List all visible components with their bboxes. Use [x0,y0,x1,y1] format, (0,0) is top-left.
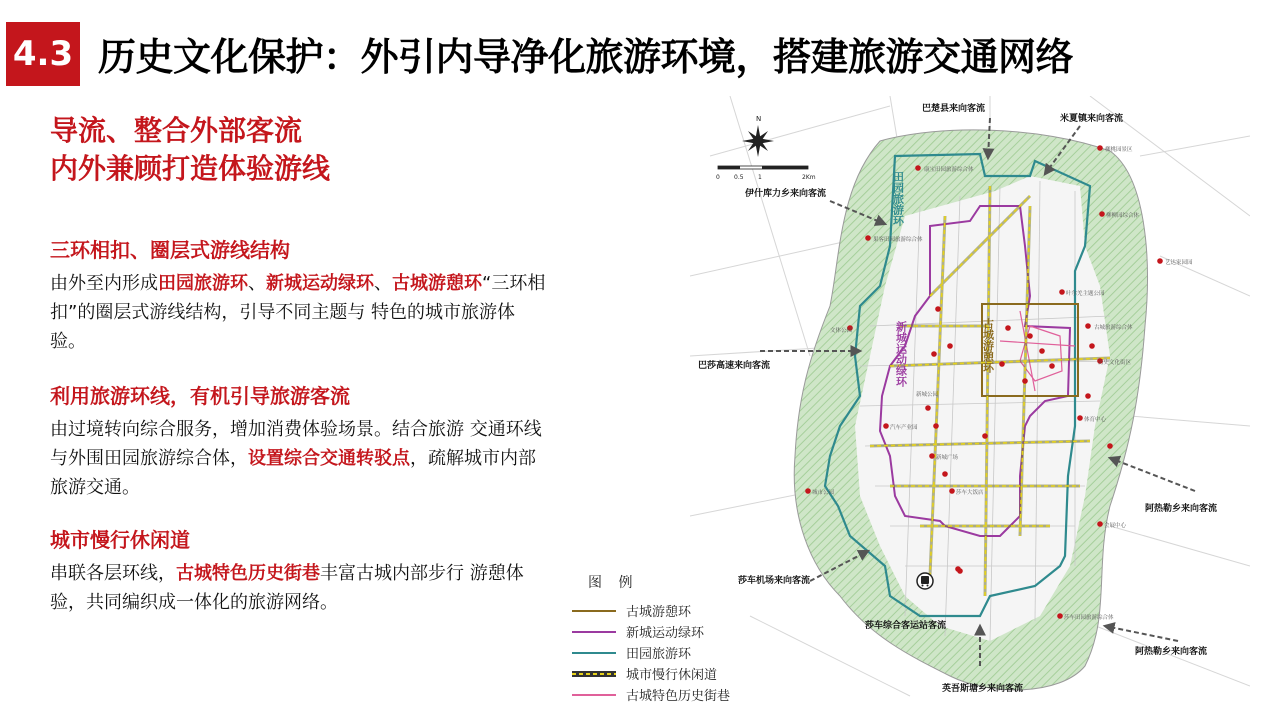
poi-dot [1005,325,1011,331]
text-run: 丰富古城内部步行 游憩体验，共同编织成一体化的旅游网络。 [50,563,524,613]
poi-dot [955,566,961,572]
bus-station-icon [917,573,933,589]
section-tourist-flow [50,380,550,502]
poi-dot [1097,521,1103,527]
legend-swatch [572,689,616,701]
poi-dot [929,453,935,459]
poi-dot [1107,443,1113,449]
legend-label: 古城游憩环 [626,605,692,620]
poi-dot [1099,211,1105,217]
poi-dot [982,433,988,439]
poi-label: 体育中心 [1084,417,1107,423]
flow-label-airport: 莎车机场来向客流 [738,576,811,586]
subtitle-line-2: 内外兼顾打造体验游线 [50,152,331,185]
flow-label-basha: 巴莎高速来向客流 [698,361,771,371]
poi-label: 新城公园 [916,392,939,398]
poi-label: 艺达家园园 [1165,260,1193,266]
legend-label: 城市慢行休闲道 [626,668,718,683]
poi-dot [999,361,1005,367]
newcity-ring-label: 新城运动绿环 [894,321,908,387]
poi-label: 新城广场 [936,455,959,461]
north-label: N [756,115,762,123]
poi-dot [933,423,939,429]
poi-label: 莎车田园旅游综合体 [1064,615,1114,621]
poi-label: 历史文化街区 [1098,360,1132,366]
poi-dot [931,351,937,357]
poi-dot [1089,343,1095,349]
legend-item-field-ring [572,642,732,663]
poi-label: 叶尔羌主题公园 [1066,291,1105,297]
flow-label-yingwu: 英吾斯塘乡来向客流 [942,684,1024,694]
section-heading: 三环相扣、圈层式游线结构 [50,238,290,262]
poi-dot [1057,613,1063,619]
poi-dot [1022,378,1028,384]
poi-dot [883,423,889,429]
legend-swatch [572,668,616,680]
poi-dot [1059,289,1065,295]
scale-tick: 1 [758,174,762,181]
legend-label: 新城运动绿环 [626,626,705,641]
text-run: 、 [374,273,392,294]
poi-dot [1039,348,1045,354]
legend-label: 古城特色历史街巷 [626,689,731,704]
text-run: 由过境转向综合服务，增加消费体验场景。结合旅游 交通环线与外围田园旅游综合体， [50,419,542,469]
highlight-historic-street: 古城特色历史街巷 [176,563,320,584]
poi-label: 文体公园 [830,328,853,334]
legend-item-historic-street [572,684,732,705]
scale-tick: 2Km [802,174,816,181]
poi-dot [805,488,811,494]
section-text [50,415,550,502]
section-text [50,559,550,617]
legend-item-newcity-ring [572,621,732,642]
text-run: 由外至内形成 [50,273,158,294]
poi-dot [949,488,955,494]
subtitle [50,112,330,188]
highlight-newcity-ring: 新城运动绿环 [266,273,374,294]
text-run: 串联各层环线， [50,563,176,584]
poi-label: 柳桃园景区 [1105,147,1133,153]
poi-dot [1085,323,1091,329]
poi-dot [865,235,871,241]
poi-label: 古城旅游综合体 [1094,325,1133,331]
section-number-badge: 4.3 [6,22,80,86]
highlight-field-ring: 田园旅游环 [158,273,248,294]
highlight-transfer-point: 设置综合交通转驳点 [248,448,410,469]
scale-tick: 0 [716,174,720,181]
scale-tick: 0.5 [734,174,744,181]
legend-item-slow-lane [572,663,732,684]
flow-label-mixia: 米夏镇来向客流 [1060,114,1124,124]
poi-label: 城市公园 [812,490,835,496]
scale-bar [718,166,808,169]
section-ring-structure [50,234,550,356]
legend-swatch [572,647,616,659]
map-legend [572,572,732,712]
poi-label: 柳柳园综合体 [1106,213,1140,219]
poi-label: 果客田园旅游综合体 [873,237,923,243]
section-heading: 城市慢行休闲道 [50,528,190,552]
poi-dot [947,343,953,349]
flow-label-bachu: 巴楚县来向客流 [922,104,986,114]
poi-dot [1049,363,1055,369]
legend-label: 田园旅游环 [626,647,692,662]
poi-dot [935,306,941,312]
poi-dot [1097,145,1103,151]
poi-dot [942,471,948,477]
poi-dot [1077,415,1083,421]
legend-swatch [572,605,616,617]
map-canvas [690,96,1250,706]
poi-dot [1085,393,1091,399]
text-run: “三环相扣”的圈层式游线结构，引导不同主题与 特色的城市旅游体验。 [50,273,546,352]
section-text [50,269,550,356]
legend-swatch [572,626,616,638]
text-run: 、 [248,273,266,294]
poi-label: 莎车大饭店 [956,490,984,496]
poi-dot [915,165,921,171]
poi-label: 会展中心 [1104,523,1127,529]
oldcity-ring-label: 古城游憩环 [981,318,995,373]
poi-dot [1157,258,1163,264]
poi-dot [925,405,931,411]
poi-label: 汽车产业园 [890,425,918,431]
flow-label-yishi: 伊什库力乡来向客流 [745,189,827,199]
text-run: ，疏解城市内部旅游交通。 [50,448,536,498]
legend-title: 图 例 [588,575,639,591]
poi-dot [1027,333,1033,339]
flow-label-arequ2: 阿热勒乡来向客流 [1135,647,1208,657]
page-title: 历史文化保护：外引内导净化旅游环境，搭建旅游交通网络 [98,35,1074,79]
section-slow-lane [50,524,550,617]
field-ring-label: 田园旅游环 [891,171,905,226]
flow-label-arequ1: 阿热勒乡来向客流 [1145,504,1218,514]
poi-label: 康宝田园旅游综合体 [924,167,974,173]
legend-item-oldcity-ring [572,600,732,621]
subtitle-line-1: 导流、整合外部客流 [50,114,303,147]
section-heading: 利用旅游环线，有机引导旅游客流 [50,384,350,408]
tourism-network-map [690,96,1250,706]
flow-label-station: 莎车综合客运站客流 [865,621,947,631]
highlight-oldcity-ring: 古城游憩环 [392,273,482,294]
